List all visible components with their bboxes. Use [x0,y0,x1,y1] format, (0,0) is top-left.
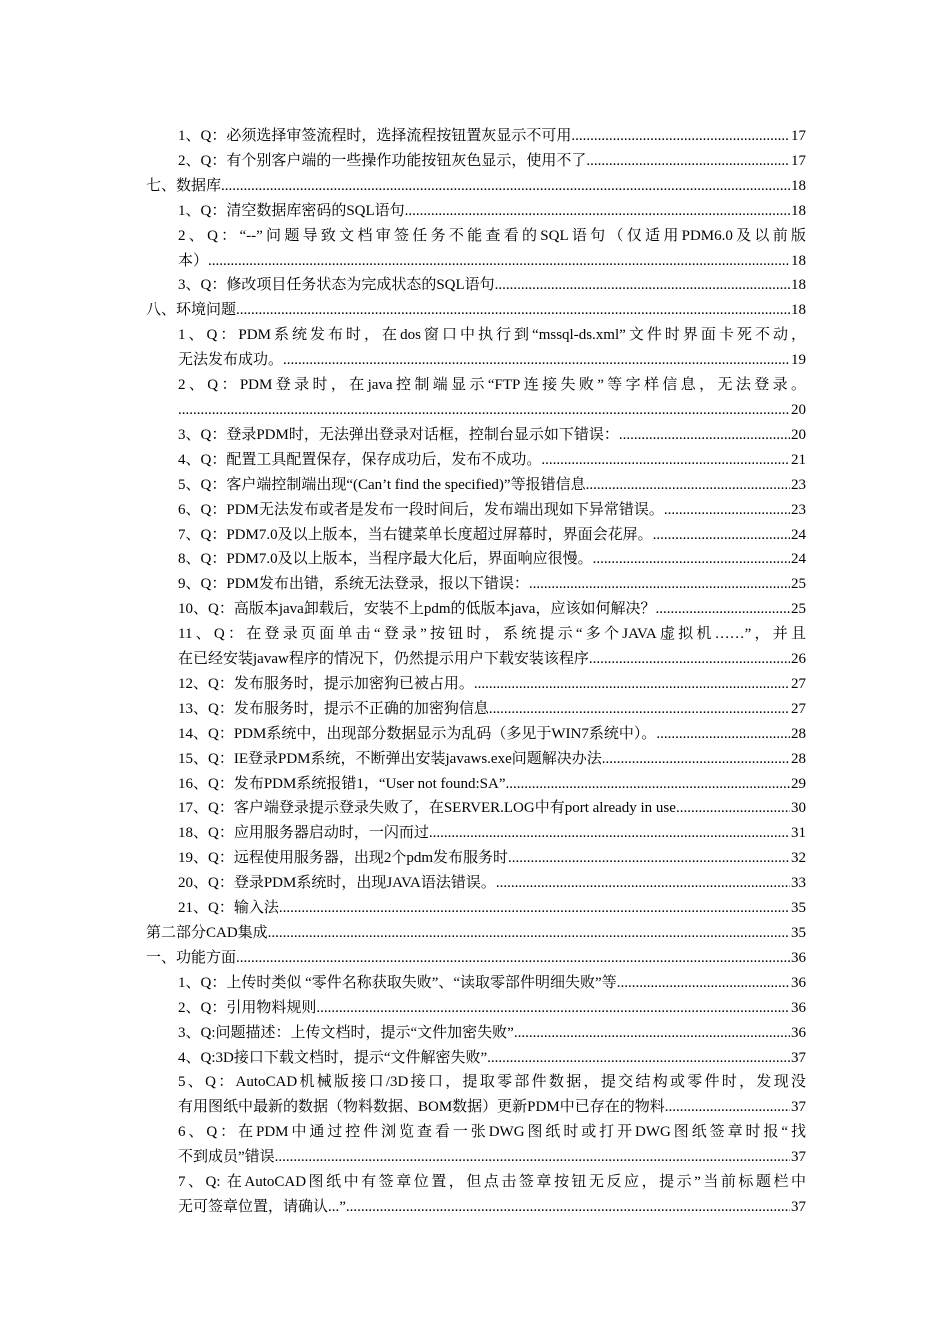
dot-leader [208,249,790,274]
toc-entry-line [178,1095,806,1120]
toc-entry-text: 2、Q：引用物料规则 [178,999,317,1016]
toc-entry-page-number: 32 [791,850,806,867]
toc-entry-text-line1: 2、Q：“--”问题导致文档审签任务不能查看的SQL语句（仅适用PDM6.0及以前版 [178,227,806,244]
dot-leader [593,547,790,572]
dot-leader [506,772,791,797]
toc-entry-page-number: 27 [791,675,806,692]
toc-entry-line [178,846,806,871]
dot-leader [586,473,790,498]
toc-entry[interactable] [146,273,806,298]
dot-leader [275,1145,790,1170]
toc-entry-text: 17、Q：客户端登录提示登录失败了，在SERVER.LOG中有port already in use [178,800,676,817]
toc-entry-text-line1: 11、Q：在登录页面单击“登录”按钮时，系统提示“多个JAVA虚拟机……”，并且 [178,626,806,643]
toc-entry-page-number: 37 [791,1049,806,1066]
toc-entry-line [178,647,806,672]
toc-entry[interactable] [146,1170,806,1220]
toc-entry-text: 有用图纸中最新的数据（物料数据、BOM数据）更新PDM中已存在的物料 [178,1099,665,1116]
dot-leader [283,348,790,373]
toc-entry[interactable] [146,1046,806,1071]
toc-entry-line [178,149,806,174]
toc-entry[interactable] [146,323,806,373]
toc-entry-line [178,597,806,622]
toc-entry-text: 6、Q：PDM无法发布或者是发布一段时间后，发布端出现如下异常错误。 [178,501,664,518]
toc-entry-text: 10、Q：高版本java卸载后，安装不上pdm的低版本java，应该如何解决？ [178,601,656,618]
toc-entry-line [178,249,806,274]
toc-entry-text: 本） [178,252,209,269]
toc-entry-page-number: 28 [791,750,806,767]
toc-entry-text-line1: 2、Q：PDM登录时，在java控制端显示“FTP连接失败”等字样信息，无法登录。 [178,377,806,394]
toc-entry-text: 14、Q：PDM系统中，出现部分数据显示为乱码（多见于WIN7系统中）。 [178,725,657,742]
toc-entry-page-number: 18 [791,277,806,294]
toc-entry-text: 1、Q：必须选择审签流程时，选择流程按钮置灰显示不可用 [178,128,572,144]
toc-entry[interactable] [146,921,806,946]
dot-leader [656,722,790,747]
toc-entry-page-number: 18 [791,202,806,219]
toc-entry-text: 1、Q：上传时类似 “零件名称获取失败”、“读取零部件明细失败”等 [178,974,617,991]
toc-entry-page-number: 37 [791,1149,806,1166]
dot-leader [489,697,790,722]
dot-leader [514,1021,790,1046]
toc-entry-text-line1: 6、Q：在PDM中通过控件浏览查看一张DWG图纸时或打开DWG图纸签章时报“找 [178,1124,806,1141]
toc-entry[interactable] [146,871,806,896]
toc-entry[interactable] [146,821,806,846]
toc-entry[interactable] [146,946,806,971]
toc-entry-line [178,871,806,896]
toc-entry-page-number: 24 [791,551,806,568]
toc-entry-line [178,697,806,722]
toc-entry-line [146,298,806,323]
toc-entry-text: 在已经安装javaw程序的情况下，仍然提示用户下载安装该程序 [178,651,589,668]
dot-leader [617,971,790,996]
toc-entry-text-line1: 7、Q: 在AutoCAD图纸中有签章位置，但点击签章按钮无反应，提示”当前标题栏中 [178,1174,806,1191]
toc-entry[interactable] [146,473,806,498]
toc-entry-text: 9、Q：PDM发布出错，系统无法登录，报以下错误： [178,576,529,593]
toc-entry-page-number: 36 [791,949,806,966]
toc-entry-text: 7、Q：PDM7.0及以上版本，当右键菜单长度超过屏幕时，界面会花屏。 [178,526,653,543]
toc-entry-text: 4、Q：配置工具配置保存，保存成功后，发布不成功。 [178,451,542,468]
toc-entry-text: 18、Q：应用服务器启动时，一闪而过 [178,825,429,842]
dot-leader [602,747,790,772]
toc-entry-line [178,273,806,298]
toc-entry-page-number: 33 [791,875,806,892]
toc-entry-text: 第二部分CAD集成 [146,925,268,941]
toc-entry-line [178,199,806,224]
toc-entry-line [178,1195,806,1220]
dot-leader [495,273,790,298]
toc-entry-line [178,448,806,473]
toc-entry-line [178,498,806,523]
dot-leader [268,921,790,946]
toc-entry-text: 七、数据库 [146,177,222,194]
toc-entry-line [178,971,806,996]
toc-entry[interactable] [146,971,806,996]
toc-entry-text: 12、Q：发布服务时，提示加密狗已被占用。 [178,675,474,692]
toc-entry-line [178,772,806,797]
toc-entry-text: 19、Q：远程使用服务器，出现2个pdm发布服务时 [178,850,509,867]
toc-entry-line [178,124,806,149]
dot-leader [474,672,790,697]
toc-entry[interactable] [146,199,806,224]
toc-entry-line [178,523,806,548]
toc-entry-page-number: 17 [791,152,806,169]
dot-leader [236,946,790,971]
toc-entry-line [178,1046,806,1071]
toc-entry[interactable] [146,747,806,772]
toc-entry[interactable] [146,174,806,199]
toc-entry[interactable] [146,523,806,548]
toc-entry-page-number: 17 [791,128,806,144]
toc-entry-text-line1: 1、Q：PDM系统发布时，在dos窗口中执行到“mssql-ds.xml”文件时界面卡死不动， [178,327,806,344]
toc-entry-line [178,1145,806,1170]
toc-entry-text-line1: 5、Q：AutoCAD机械版接口/3D接口，提取零部件数据，提交结构或零件时，发现没 [178,1074,806,1091]
toc-entry-text: 无法发布成功。 [178,352,284,369]
toc-entry-line [178,473,806,498]
toc-entry-text: 八、环境问题 [146,302,237,319]
toc-entry-page-number: 25 [791,601,806,618]
toc-entry-line [178,547,806,572]
toc-entry[interactable] [146,572,806,597]
dot-leader [586,149,790,174]
toc-entry-line [178,796,806,821]
toc-entry-text: 不到成员”错误 [178,1149,275,1166]
toc-entry[interactable] [146,498,806,523]
toc-entry-text: 无可签章位置，请确认...” [178,1198,346,1215]
toc-entry-page-number: 23 [791,501,806,518]
toc-entry-line [178,1021,806,1046]
dot-leader [653,523,790,548]
toc-entry[interactable] [146,846,806,871]
dot-leader [487,1046,790,1071]
toc-entry-page-number: 37 [791,1099,806,1116]
toc-entry[interactable] [146,996,806,1021]
toc-entry-page-number: 18 [791,252,806,269]
toc-entry[interactable] [146,697,806,722]
dot-leader [508,846,790,871]
toc-entry-page-number: 25 [791,576,806,593]
toc-entry-page-number: 30 [791,800,806,817]
toc-entry[interactable] [146,796,806,821]
dot-leader [619,423,790,448]
toc-entry-text: 3、Q：登录PDM时，无法弹出登录对话框，控制台显示如下错误： [178,426,619,443]
toc-entry-text: 一、功能方面 [146,949,237,966]
toc-entry-page-number: 36 [791,999,806,1016]
toc-entry-page-number: 36 [791,1024,806,1041]
toc-entry[interactable] [146,896,806,921]
toc-entry-text: 15、Q：IE登录PDM系统，不断弹出安装javaws.exe问题解决办法 [178,750,602,767]
dot-leader [571,124,790,149]
toc-entry-line [178,348,806,373]
toc-entry-page-number: 28 [791,725,806,742]
toc-entry-line [146,174,806,199]
toc-entry-page-number: 37 [791,1198,806,1215]
dot-leader [316,996,790,1021]
toc-entry-text: 5、Q：客户端控制端出现“(Can’t find the specified)”等报错信息 [178,476,586,493]
dot-leader [236,298,790,323]
dot-leader [664,498,790,523]
toc-entry[interactable] [146,1070,806,1120]
toc-entry-line [178,896,806,921]
dot-leader [221,174,790,199]
toc-entry-page-number: 24 [791,526,806,543]
toc-entry[interactable] [146,373,806,423]
toc-entry-line [178,672,806,697]
dot-leader [655,597,790,622]
toc-entry-line [178,398,806,423]
toc-entry-line [178,423,806,448]
toc-entry-page-number: 35 [791,925,806,941]
toc-entry[interactable] [146,149,806,174]
dot-leader [405,199,790,224]
toc-entry-text: 4、Q:3D接口下载文档时，提示“文件解密失败” [178,1049,488,1066]
toc-entry-text: 2、Q：有个别客户端的一些操作功能按钮灰色显示，使用不了 [178,152,587,169]
dot-leader [676,796,790,821]
dot-leader [541,448,790,473]
toc-entry-page-number: 29 [791,775,806,792]
toc-entry-line [146,921,806,946]
toc-entry[interactable] [146,124,806,149]
toc-entry-line [178,722,806,747]
toc-entry-page-number: 23 [791,476,806,493]
toc-entry[interactable] [146,224,806,274]
toc-entry-page-number: 31 [791,825,806,842]
toc-entry-text: 21、Q：输入法 [178,900,279,917]
dot-leader [496,871,790,896]
toc-entry-text: 8、Q：PDM7.0及以上版本，当程序最大化后，界面响应很慢。 [178,551,593,568]
toc-entry[interactable] [146,547,806,572]
toc-entry-text: 3、Q:问题描述：上传文档时，提示“文件加密失败” [178,1024,514,1041]
toc-entry[interactable] [146,772,806,797]
dot-leader [529,572,790,597]
toc-entry-page-number: 26 [791,651,806,668]
toc-entry-text: 1、Q：清空数据库密码的SQL语句 [178,202,405,219]
dot-leader [346,1195,790,1220]
toc-entry[interactable] [146,423,806,448]
toc-entry-page-number: 20 [791,401,806,418]
toc-entry-page-number: 19 [791,352,806,369]
toc-entry-page-number: 18 [791,177,806,194]
toc-entry-line [178,747,806,772]
toc-entry[interactable] [146,597,806,622]
toc-entry[interactable] [146,1120,806,1170]
toc-entry-text: 16、Q：发布PDM系统报错1，“User not found:SA” [178,775,506,792]
toc-entry-text: 3、Q：修改项目任务状态为完成状态的SQL语句 [178,277,495,294]
toc-entry-line [146,946,806,971]
toc-entry[interactable] [146,1021,806,1046]
toc-entry[interactable] [146,622,806,672]
toc-entry-line [178,821,806,846]
dot-leader [429,821,790,846]
dot-leader [279,896,790,921]
toc-entry-line [178,996,806,1021]
toc-entry[interactable] [146,448,806,473]
toc-entry-page-number: 36 [791,974,806,991]
toc-entry-page-number: 35 [791,900,806,917]
toc-entry-page-number: 18 [791,302,806,319]
dot-leader [665,1095,790,1120]
toc-entry-text: 13、Q：发布服务时，提示不正确的加密狗信息 [178,700,489,717]
dot-leader [589,647,790,672]
toc-entry[interactable] [146,672,806,697]
table-of-contents [146,124,806,1220]
toc-entry-page-number: 20 [791,426,806,443]
toc-entry-page-number: 27 [791,700,806,717]
toc-entry-line [178,572,806,597]
toc-entry[interactable] [146,722,806,747]
toc-entry-text: 20、Q：登录PDM系统时，出现JAVA语法错误。 [178,875,496,892]
toc-entry-page-number: 21 [791,451,806,468]
toc-entry[interactable] [146,298,806,323]
dot-leader [178,398,790,423]
